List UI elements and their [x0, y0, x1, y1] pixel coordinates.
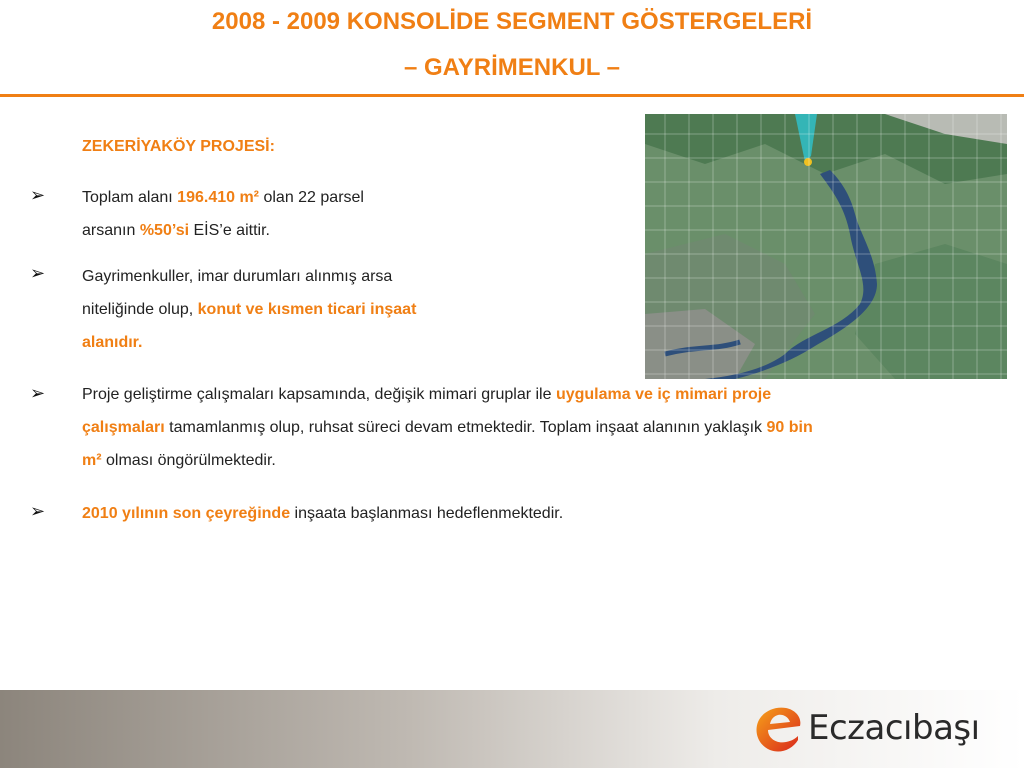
bullet-line: niteliğinde olup, konut ve kısmen ticari inşaat [82, 301, 417, 318]
eczacibasi-logo [752, 700, 992, 756]
arrow-bullet-icon: ➢ [30, 263, 46, 283]
arrow-bullet-icon: ➢ [30, 501, 46, 521]
page-title: 2008 - 2009 KONSOLİDE SEGMENT GÖSTERGELERİ [211, 8, 813, 35]
bullet-line: m² olması öngörülmektedir. [82, 452, 276, 469]
title-block [0, 0, 1024, 94]
logo-e-icon [752, 700, 806, 756]
bullet-line: çalışmaları tamamlanmış olup, ruhsat süreci devam etmektedir. Toplam inşaat alanının yaklaşık 90 bin [82, 419, 813, 436]
arrow-bullet-icon: ➢ [30, 185, 46, 205]
bullet-line: arsanın %50’si EİS’e aittir. [82, 222, 270, 239]
bullet-line: Gayrimenkuller, imar durumları alınmış arsa [82, 268, 393, 285]
page-subtitle-segment: – GAYRİMENKUL – [403, 54, 621, 81]
bullet-line: Toplam alanı 196.410 m² olan 22 parsel [82, 189, 364, 206]
bullet-line: alanıdır. [82, 334, 143, 351]
bullet-1-text [82, 181, 364, 247]
satellite-map-image [645, 114, 1007, 379]
title-divider [0, 94, 1024, 97]
bullet-line: Proje geliştirme çalışmaları kapsamında, değişik mimari gruplar ile uygulama ve iç mimari proje [82, 386, 772, 403]
bullet-line: 2010 yılının son çeyreğinde inşaata başlanması hedeflenmektedir. [82, 505, 564, 522]
bullet-3-text [82, 378, 1002, 477]
logo-text: Eczacıbaşı [808, 708, 980, 748]
arrow-bullet-icon: ➢ [30, 383, 46, 403]
project-subtitle: ZEKERİYAKÖY PROJESİ: [82, 138, 275, 155]
bullet-4-text [82, 497, 563, 530]
bullet-2-text [82, 260, 416, 359]
